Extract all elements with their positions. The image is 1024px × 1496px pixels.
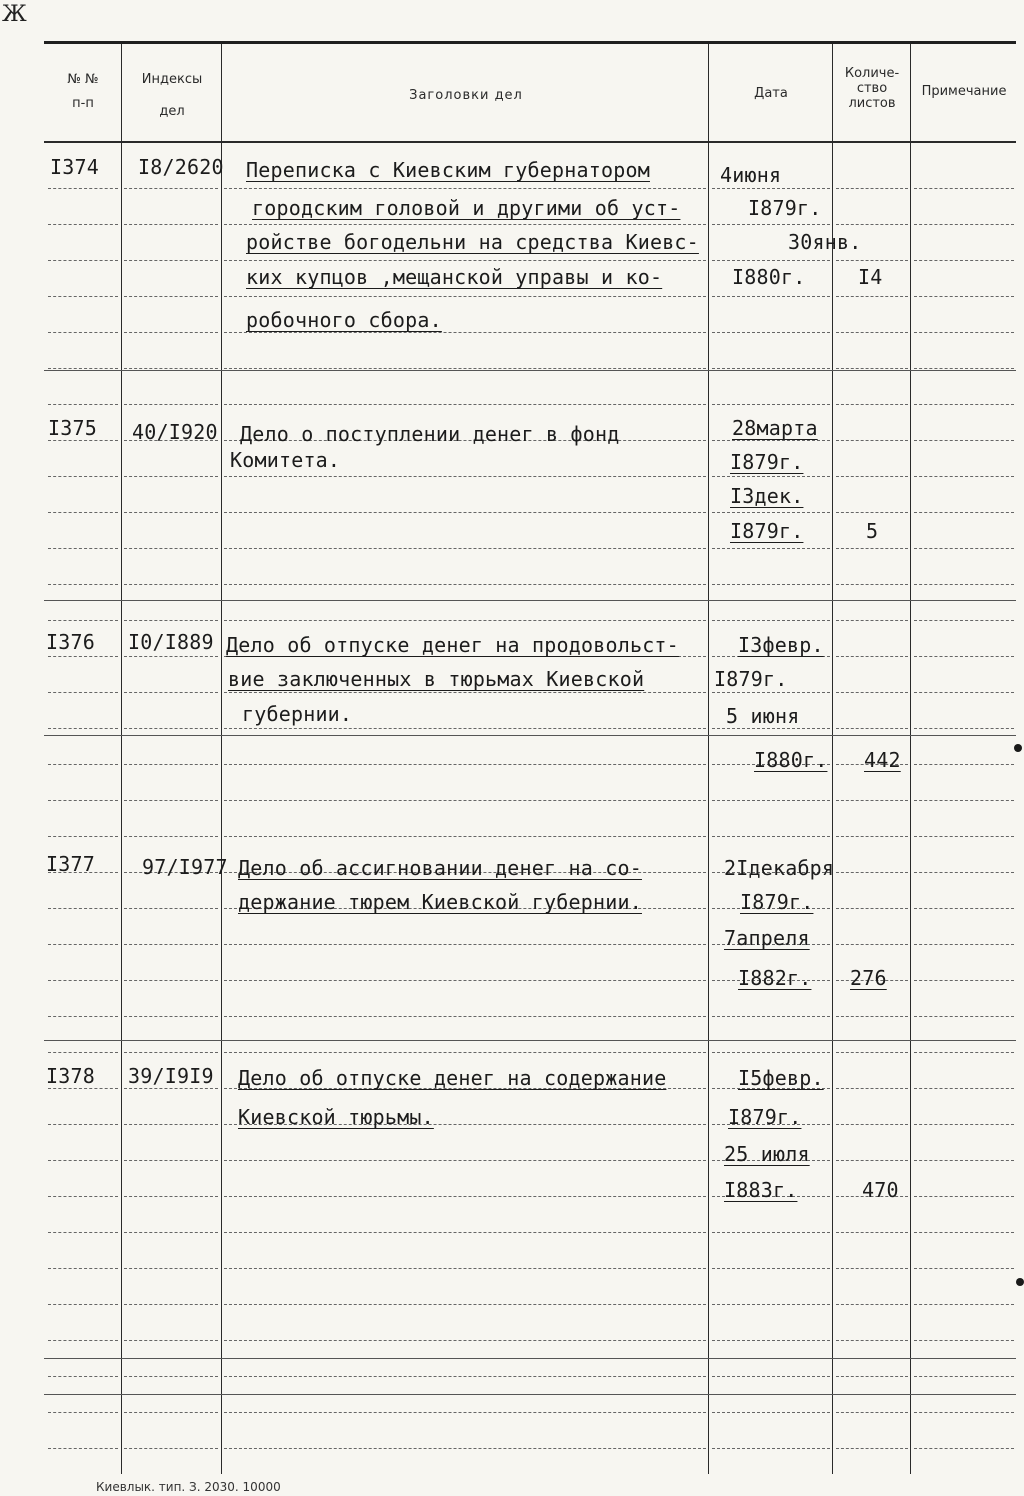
ruled-line	[836, 908, 908, 909]
row-3-title-line-2: вие заключенных в тюрьмах Киевской	[228, 667, 645, 691]
ruled-line	[48, 1160, 118, 1161]
row-1-sheets: I4	[858, 265, 883, 289]
header-sheets	[834, 66, 910, 111]
ruled-line	[836, 404, 908, 405]
header-index-line1: Индексы	[141, 72, 203, 87]
ruled-line	[224, 728, 706, 729]
row-5-title-line-1: Дело об отпуске денег на содержание	[238, 1066, 667, 1090]
ruled-line	[124, 1124, 218, 1125]
row-5-sheets: 470	[862, 1178, 899, 1202]
header-note: Примечание	[921, 84, 1007, 99]
ruled-line	[836, 1052, 908, 1053]
ruled-line	[712, 332, 830, 333]
ruled-line	[914, 620, 1014, 621]
row-1-num: I374	[50, 155, 99, 179]
ruled-line	[712, 1304, 830, 1305]
ruled-line	[124, 656, 218, 657]
ruled-line	[914, 1268, 1014, 1269]
ruled-line	[48, 404, 118, 405]
row-5-index: 39/I9I9	[128, 1064, 214, 1088]
ruled-line	[124, 620, 218, 621]
ruled-line	[124, 944, 218, 945]
ruled-line	[224, 260, 706, 261]
header-sheets-line3: листов	[848, 96, 896, 111]
ruled-line	[124, 1088, 218, 1089]
ruled-line	[836, 1340, 908, 1341]
ruled-line	[836, 1448, 908, 1449]
ruled-line-solid	[44, 370, 1016, 371]
row-4-date-line-1: 2Iдекабря	[724, 856, 835, 880]
ruled-line	[914, 296, 1014, 297]
ruled-line	[914, 260, 1014, 261]
ruled-line-solid	[44, 1358, 1016, 1359]
header-sheets-line2: ство	[856, 81, 888, 96]
ruled-line	[914, 908, 1014, 909]
ruled-line	[48, 548, 118, 549]
ruled-line	[914, 188, 1014, 189]
row-3-date-line-1: I3февр.	[738, 633, 824, 657]
row-4-num: I377	[46, 852, 95, 876]
ruled-line	[48, 1340, 118, 1341]
header-index-line2: дел	[159, 104, 185, 119]
ruled-line	[224, 1412, 706, 1413]
ruled-line	[224, 1196, 706, 1197]
ruled-line	[914, 584, 1014, 585]
ruled-line	[836, 224, 908, 225]
row-5-num: I378	[46, 1064, 95, 1088]
ruled-line	[836, 800, 908, 801]
ruled-line	[124, 1232, 218, 1233]
ruled-line	[224, 800, 706, 801]
ruled-line	[712, 1232, 830, 1233]
row-4-date-line-3: 7апреля	[724, 926, 810, 950]
ruled-line	[124, 764, 218, 765]
ruled-line	[124, 728, 218, 729]
ruled-line	[836, 1268, 908, 1269]
ruled-line	[712, 1412, 830, 1413]
ruled-line	[914, 512, 1014, 513]
ruled-line	[48, 944, 118, 945]
ruled-line	[124, 548, 218, 549]
ruled-line	[836, 332, 908, 333]
ruled-line	[712, 1016, 830, 1017]
row-2-date-line-4: I879г.	[730, 519, 804, 543]
ruled-line	[712, 368, 830, 369]
row-1-title-line-1: Переписка с Киевским губернатором	[246, 158, 650, 182]
ruled-line	[48, 692, 118, 693]
header-title: Заголовки дел	[409, 88, 523, 103]
ruled-line	[914, 1160, 1014, 1161]
ruled-line	[48, 332, 118, 333]
punch-mark	[1016, 1278, 1024, 1286]
ruled-line	[712, 836, 830, 837]
ruled-line	[712, 1376, 830, 1377]
ruled-line	[712, 584, 830, 585]
ruled-line	[914, 1340, 1014, 1341]
ruled-line	[914, 656, 1014, 657]
ruled-line	[914, 224, 1014, 225]
ruled-line	[914, 800, 1014, 801]
ruled-line	[914, 548, 1014, 549]
row-4-sheets: 276	[850, 966, 887, 990]
ruled-line	[914, 1196, 1014, 1197]
col-divider-3	[708, 44, 709, 1474]
ruled-line	[224, 980, 706, 981]
ruled-line	[712, 1052, 830, 1053]
ruled-line	[712, 188, 830, 189]
ruled-line	[914, 368, 1014, 369]
ruled-line	[48, 1448, 118, 1449]
row-2-title-line-1: Дело о поступлении денег в фонд	[240, 422, 620, 446]
ruled-line	[48, 1196, 118, 1197]
row-4-date-line-2: I879г.	[740, 890, 814, 914]
ruled-line	[836, 1232, 908, 1233]
header-num-line1: № №	[67, 72, 99, 87]
printer-footer: Киевлык. тип. З. 2030. 10000	[96, 1480, 281, 1494]
row-1-title-line-3: ройстве богодельни на средства Киевс-	[246, 230, 699, 254]
header-sheets-line1: Количе-	[844, 66, 900, 81]
ruled-line	[836, 728, 908, 729]
ruled-line	[124, 1268, 218, 1269]
ruled-line	[914, 764, 1014, 765]
ruled-line	[836, 1376, 908, 1377]
ruled-line	[836, 836, 908, 837]
ruled-line	[124, 1052, 218, 1053]
ruled-line	[914, 476, 1014, 477]
ruled-line	[224, 836, 706, 837]
ruled-line	[224, 188, 706, 189]
ruled-line	[124, 1196, 218, 1197]
ruled-line	[712, 260, 830, 261]
ruled-line	[224, 224, 706, 225]
ruled-line	[224, 332, 706, 333]
ruled-line	[836, 1304, 908, 1305]
col-divider-2	[221, 44, 222, 1474]
ruled-line	[914, 404, 1014, 405]
row-3-date-line-3: 5 июня	[726, 704, 800, 728]
row-5-date-line-1: I5февр.	[738, 1066, 824, 1090]
ruled-line	[914, 1052, 1014, 1053]
ruled-line	[712, 548, 830, 549]
ruled-line	[914, 692, 1014, 693]
ruled-line	[914, 980, 1014, 981]
ruled-line	[224, 620, 706, 621]
ruled-line	[836, 944, 908, 945]
row-2-date-line-2: I879г.	[730, 450, 804, 474]
ruled-line	[712, 800, 830, 801]
corner-mark: Ж	[2, 2, 27, 27]
ruled-line	[712, 296, 830, 297]
ruled-line	[48, 1268, 118, 1269]
ruled-line	[836, 512, 908, 513]
ruled-line	[836, 656, 908, 657]
ruled-line	[124, 1016, 218, 1017]
ruled-line	[48, 620, 118, 621]
ruled-line	[224, 1376, 706, 1377]
ruled-line	[914, 1088, 1014, 1089]
ruled-line	[48, 476, 118, 477]
ruled-line	[914, 1232, 1014, 1233]
row-2-date-line-3: I3дек.	[730, 484, 804, 508]
ruled-line	[48, 1412, 118, 1413]
ruled-line	[224, 1268, 706, 1269]
ruled-line	[224, 512, 706, 513]
ruled-line	[914, 1412, 1014, 1413]
ruled-line	[48, 1304, 118, 1305]
ruled-line	[224, 1304, 706, 1305]
ruled-line	[836, 1088, 908, 1089]
ruled-line	[224, 1340, 706, 1341]
row-2-num: I375	[48, 416, 97, 440]
row-1-date-line-4: I880г.	[732, 265, 806, 289]
ruled-line	[124, 1376, 218, 1377]
ruled-line	[224, 1232, 706, 1233]
ruled-line	[836, 476, 908, 477]
ruled-line	[224, 692, 706, 693]
ruled-line	[48, 836, 118, 837]
ruled-line	[48, 188, 118, 189]
ruled-line	[914, 1376, 1014, 1377]
ruled-line	[124, 1412, 218, 1413]
row-4-date-line-4: I882г.	[738, 966, 812, 990]
ruled-line	[712, 620, 830, 621]
ruled-line	[836, 584, 908, 585]
col-divider-1	[121, 44, 122, 1474]
row-3-sheets: 442	[864, 748, 901, 772]
row-1-date-line-1: 4июня	[720, 163, 782, 187]
row-2-title-line-2: Комитета.	[230, 448, 341, 472]
ruled-line	[124, 476, 218, 477]
col-divider-5	[910, 44, 911, 1474]
ruled-line	[124, 296, 218, 297]
row-2-sheets: 5	[866, 519, 879, 543]
ruled-line	[712, 512, 830, 513]
ruled-line	[124, 1448, 218, 1449]
ruled-line	[224, 584, 706, 585]
ruled-line	[836, 440, 908, 441]
ruled-line	[48, 260, 118, 261]
row-2-date-line-1: 28марта	[732, 416, 818, 440]
ruled-line	[712, 1448, 830, 1449]
row-5-date-line-4: I883г.	[724, 1178, 798, 1202]
ruled-line	[712, 476, 830, 477]
ruled-line	[224, 1016, 706, 1017]
ruled-line	[124, 980, 218, 981]
ruled-line	[224, 1052, 706, 1053]
row-3-num: I376	[46, 630, 95, 654]
header-num-line2: п-п	[72, 96, 94, 111]
ruled-line	[712, 404, 830, 405]
ruled-line	[48, 296, 118, 297]
ruled-line	[914, 1124, 1014, 1125]
ruled-line	[712, 440, 830, 441]
ruled-line	[124, 1304, 218, 1305]
col-divider-4	[832, 44, 833, 1474]
ruled-line	[836, 1412, 908, 1413]
ruled-line	[48, 224, 118, 225]
ruled-line	[48, 800, 118, 801]
ruled-line	[48, 980, 118, 981]
ruled-line	[48, 440, 118, 441]
ruled-line-solid	[44, 600, 1016, 601]
ruled-line	[224, 764, 706, 765]
ruled-line	[48, 764, 118, 765]
ruled-line	[124, 512, 218, 513]
ruled-line	[914, 332, 1014, 333]
row-3-date-line-2: I879г.	[714, 667, 788, 691]
row-1-date-line-2: I879г.	[748, 196, 822, 220]
ruled-line	[124, 260, 218, 261]
ruled-line	[124, 692, 218, 693]
ruled-line	[48, 1016, 118, 1017]
row-5-date-line-2: I879г.	[728, 1105, 802, 1129]
ruled-line	[124, 368, 218, 369]
row-1-index: I8/2620	[138, 155, 224, 179]
ruled-line	[124, 404, 218, 405]
ruled-line	[48, 368, 118, 369]
ruled-line	[224, 404, 706, 405]
punch-mark	[1014, 744, 1022, 752]
ruled-line	[914, 728, 1014, 729]
ruled-line	[48, 728, 118, 729]
row-2-index: 40/I920	[132, 420, 218, 444]
row-3-title-line-3: губернии.	[242, 702, 353, 726]
ruled-line	[836, 260, 908, 261]
ruled-line	[48, 1124, 118, 1125]
header-num	[48, 72, 118, 112]
ruled-line	[124, 836, 218, 837]
ruled-line	[914, 944, 1014, 945]
ruled-line	[124, 800, 218, 801]
ruled-line	[124, 1160, 218, 1161]
row-3-title-line-1: Дело об отпуске денег на продовольст-	[226, 633, 679, 657]
ruled-line	[124, 224, 218, 225]
ruled-line	[224, 1160, 706, 1161]
ruled-line	[124, 332, 218, 333]
ruled-line	[48, 656, 118, 657]
table-top-border	[44, 41, 1016, 44]
ruled-line	[124, 908, 218, 909]
ruled-line	[224, 368, 706, 369]
ruled-line	[48, 1376, 118, 1377]
ruled-line	[124, 188, 218, 189]
ruled-line	[224, 548, 706, 549]
ruled-line	[712, 692, 830, 693]
ruled-line	[48, 512, 118, 513]
ruled-line	[712, 224, 830, 225]
ruled-line	[914, 872, 1014, 873]
ruled-line	[914, 1448, 1014, 1449]
ruled-line-solid	[44, 1040, 1016, 1041]
ruled-line	[836, 872, 908, 873]
row-4-title-line-1: Дело об ассигновании денег на со-	[238, 856, 642, 880]
row-3-index: I0/I889	[128, 630, 214, 654]
row-1-title-line-5: робочного сбора.	[246, 308, 442, 332]
row-1-title-line-2: городским головой и другими об уст-	[252, 196, 681, 220]
ruled-line	[712, 1268, 830, 1269]
ruled-line	[48, 584, 118, 585]
ruled-line	[48, 908, 118, 909]
row-4-title-line-2: держание тюрем Киевской губернии.	[238, 890, 642, 914]
ruled-line	[914, 1304, 1014, 1305]
row-4-index: 97/I977	[142, 855, 228, 879]
ruled-line	[224, 296, 706, 297]
row-5-date-line-3: 25 июля	[724, 1142, 810, 1166]
header-date: Дата	[754, 86, 788, 101]
ruled-line	[48, 1088, 118, 1089]
header-index	[124, 72, 220, 120]
header-bottom-border	[44, 141, 1016, 143]
ruled-line	[914, 1016, 1014, 1017]
ruled-line	[836, 692, 908, 693]
row-5-title-line-2: Киевской тюрьмы.	[238, 1105, 434, 1129]
ruled-line	[224, 1448, 706, 1449]
ruled-line	[836, 620, 908, 621]
ruled-line	[836, 188, 908, 189]
row-3-date-line-4: I880г.	[754, 748, 828, 772]
ruled-line	[836, 1160, 908, 1161]
ruled-line	[836, 548, 908, 549]
ruled-line-solid	[44, 735, 1016, 736]
ruled-line	[836, 368, 908, 369]
ruled-line	[712, 728, 830, 729]
row-1-date-line-3: 30янв.	[788, 230, 862, 254]
ruled-line	[224, 476, 706, 477]
ruled-line	[836, 1124, 908, 1125]
ruled-line	[124, 584, 218, 585]
ruled-line-solid	[44, 1394, 1016, 1395]
ruled-line	[124, 1340, 218, 1341]
ruled-line	[48, 1052, 118, 1053]
ruled-line	[836, 1016, 908, 1017]
ruled-line	[224, 944, 706, 945]
ruled-line	[712, 1340, 830, 1341]
ruled-line	[836, 296, 908, 297]
row-1-title-line-4: ких купцов ,мещанской управы и ко-	[246, 265, 663, 289]
ruled-line	[914, 836, 1014, 837]
ruled-line	[914, 440, 1014, 441]
ruled-line	[48, 1232, 118, 1233]
